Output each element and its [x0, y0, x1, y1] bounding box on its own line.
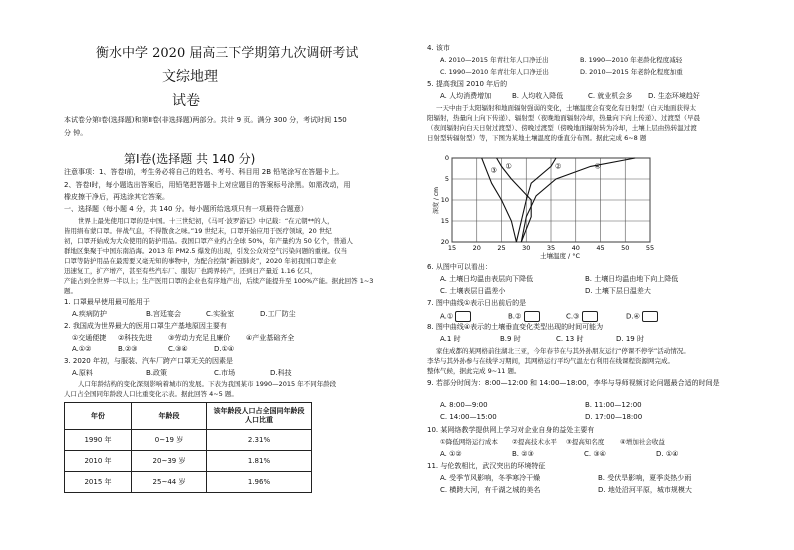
chart-series-label: ③: [490, 166, 497, 175]
q10-option-b[interactable]: B. ②③: [512, 450, 534, 458]
passage1-line: 产能占到全世界一半以上；生产医用口罩的企业也有序地产出，后续产能提升至 100%产能。据此回答 1~3: [64, 277, 374, 285]
q11-option-c[interactable]: C. 横跨大河，有千湖之城的美名: [440, 486, 541, 494]
q9-option-d[interactable]: D. 17:00—18:00: [585, 413, 643, 421]
question-10-stem: 10. 某网络教学提供网上学习对企业自身的益处主要有: [427, 426, 595, 434]
q6-option-b[interactable]: B. 土壤日均温由地下向上降低: [585, 275, 679, 283]
population-table: [64, 402, 312, 493]
chart-grid: [452, 158, 650, 242]
q8-option-a[interactable]: A.1 时: [440, 335, 461, 343]
answer-box[interactable]: [582, 311, 598, 322]
q6-option-a[interactable]: A. 土壤日均温由表层向下降低: [440, 275, 534, 283]
chart-ticks: [441, 154, 654, 252]
q1-option-b[interactable]: B.宫廷宴会: [146, 310, 182, 318]
q2-option-a[interactable]: A.①②: [72, 345, 92, 353]
q2-item: ④产业基础齐全: [246, 334, 295, 342]
q3-option-a[interactable]: A.原料: [72, 369, 93, 377]
q2-item: ③劳动力充足且廉价: [168, 334, 231, 342]
passage2-line: 人口占全国同年龄段人口比重变化示表。据此回答 4~5 题。: [64, 390, 238, 398]
q10-item: ②提高技术水平: [512, 438, 557, 446]
question-6-stem: 6. 从图中可以看出：: [427, 263, 492, 271]
q7-option-a-label: A.①: [440, 312, 454, 321]
chart-series-label: ④: [594, 162, 601, 171]
chart-x-tick-label: 55: [645, 244, 655, 252]
q3-option-d[interactable]: D.科技: [270, 369, 292, 377]
q9-option-b[interactable]: B. 11:00—12:00: [585, 401, 642, 409]
note-line: 注意事项：1、答卷Ⅰ前，考生务必将自己的姓名、考号、科目用 2B 铅笔涂写在答题卡上。: [64, 168, 344, 176]
q6-option-d[interactable]: D. 土壤下层日温差大: [585, 287, 651, 295]
q7-option-b-label: B.②: [508, 312, 522, 321]
question-8-stem: 8. 图中曲线④表示的土壤垂直变化类型出现的时间可能为: [427, 323, 604, 331]
chart-x-tick-label: 50: [621, 244, 630, 252]
q10-option-c[interactable]: C. ③④: [584, 450, 606, 458]
table-cell: 2015 年: [65, 472, 132, 493]
q8-option-b[interactable]: B.9 时: [500, 335, 521, 343]
q1-option-c[interactable]: C.实验室: [206, 310, 235, 318]
exam-title: 衡水中学 2020 届高三下学期第九次调研考试: [96, 46, 359, 61]
q3-option-b[interactable]: B.政策: [146, 369, 168, 377]
chart-x-axis-label: 土壤温度 / °C: [539, 252, 581, 260]
q7-option-a[interactable]: [440, 311, 471, 322]
q2-option-b[interactable]: B.②③: [118, 345, 138, 353]
q10-option-a[interactable]: A. ①②: [440, 450, 462, 458]
q4-option-a[interactable]: A. 2010—2015 年青壮年人口净迁出: [440, 56, 549, 64]
chart-x-tick-label: 30: [522, 244, 531, 252]
question-4-stem: 4. 该市: [427, 44, 450, 52]
q10-option-d[interactable]: D. ①④: [656, 450, 679, 458]
q7-option-d[interactable]: [626, 311, 658, 322]
note-line: 2、答卷Ⅰ时，每小题选出答案后，用铅笔把答题卡上对应题目的答案标号涂黑。如需改动，用: [64, 181, 351, 189]
question-11-stem: 11. 与伦敦相比，武汉突出的环境特征: [427, 462, 546, 470]
passage1-line: 口罩等防护用品在最需要又毫无知的事物中，为配合控制“新冠肺炎”，2020 年初我国口罩企业: [64, 257, 337, 265]
q11-option-d[interactable]: D. 地处沿河平原，城市规模大: [598, 486, 692, 494]
soil-temperature-chart: [430, 150, 660, 260]
q8-option-d[interactable]: D. 19 时: [616, 335, 644, 343]
q5-option-b[interactable]: B. 人均收入降低: [512, 92, 564, 100]
passage4-line: 整体气候，据此完成 9~11 题。: [427, 367, 521, 375]
q7-option-c[interactable]: [566, 311, 598, 322]
chart-y-tick-label: 15: [440, 217, 449, 225]
passage3-line: 一天中由于太阳辐射和地面辐射强弱的变化，土壤温度会有变化有日射型（白天地面获得太: [436, 104, 696, 112]
passage3-line: 阳辐射，热量向上向下传递）、辐射型（夜晚地面辐射冷却，热量向下向上传递）、过渡型（早晨: [427, 114, 700, 122]
table-cell: 1990 年: [65, 430, 132, 451]
question-9-stem: 9. 若部分时间为：8:00—12:00 和 14:00—18:00，李华与导师视频讨论问题最合适的时间是: [427, 379, 720, 387]
table-header: 年份: [65, 403, 132, 430]
q5-option-a[interactable]: A. 人均消费增加: [440, 92, 492, 100]
q2-option-d[interactable]: D.①④: [214, 345, 235, 353]
note-line: 橡皮擦干净后，再选涂其它答案。: [64, 193, 169, 201]
q7-option-b[interactable]: [508, 311, 540, 322]
q5-option-d[interactable]: D. 生态环境趋好: [648, 92, 700, 100]
answer-box[interactable]: [642, 311, 658, 322]
q11-option-b[interactable]: B. 受伏旱影响，夏季炎热少雨: [598, 474, 692, 482]
q11-option-a[interactable]: A. 受季节风影响，冬季寒冷干燥: [440, 474, 541, 482]
note-line: 一、选择题（每小题 4 分，共 140 分。每小题所给选项只有一项最符合题意）: [64, 205, 308, 213]
chart-x-tick-label: 40: [571, 244, 580, 252]
q10-item: ①降低网络运行成本: [440, 438, 498, 446]
chart-x-tick-label: 20: [472, 244, 481, 252]
chart-series-label: ②: [555, 162, 562, 171]
q7-option-d-label: D.④: [626, 312, 640, 321]
q9-option-c[interactable]: C. 14:00—15:00: [440, 413, 497, 421]
table-row: [65, 451, 312, 472]
table-cell: 1.81%: [207, 451, 312, 472]
chart-x-tick-label: 25: [497, 244, 506, 252]
paper-label: 试卷: [172, 93, 200, 109]
q7-option-c-label: C.③: [566, 312, 580, 321]
q4-option-c[interactable]: C. 1990—2010 年青壮年人口净迁出: [440, 68, 549, 76]
question-5-stem: 5. 提高我国 2010 年后的: [427, 80, 508, 88]
chart-y-axis-label: 深度 / cm: [433, 187, 440, 214]
chart-x-tick-label: 45: [596, 244, 605, 252]
table-row: [65, 430, 312, 451]
q4-option-d[interactable]: D. 2010—2015 年老龄化程度加重: [580, 68, 683, 76]
q8-option-c[interactable]: C. 13 时: [556, 335, 584, 343]
q2-item: ①交通便捷: [72, 334, 107, 342]
question-2-stem: 2. 我国成为世界最大的医用口罩生产基地原因主要有: [64, 322, 227, 330]
q3-option-c[interactable]: C.市场: [214, 369, 236, 377]
intro-line-2: 分 钟。: [64, 129, 88, 137]
q4-option-b[interactable]: B. 1990—2010 年老龄化程度减轻: [580, 56, 683, 64]
q5-option-c[interactable]: C. 就业机会多: [588, 92, 633, 100]
table-cell: 2010 年: [65, 451, 132, 472]
passage1-line: 题。: [64, 287, 77, 295]
question-3-stem: 3. 2020 年初，与服装、汽车厂跨产口罩无关的因素是: [64, 357, 233, 365]
answer-box[interactable]: [455, 311, 471, 322]
chart-y-tick-label: 20: [440, 238, 449, 246]
chart-y-tick-label: 0: [444, 154, 449, 162]
table-cell: 1.96%: [207, 472, 312, 493]
table-cell: 25~44 岁: [132, 472, 207, 493]
passage4-line: 李华与其外孙参与在线学习期间，其网格运行平均气温左右利用在线课程资源网完成。: [427, 357, 674, 365]
section-title: 第Ⅰ卷(选择题 共 140 分): [124, 152, 256, 166]
table-row: [65, 472, 312, 493]
passage3-line: 日射型转辐射型）等，下图为某地土壤温度的垂直分布图。据此完成 6~8 题: [427, 134, 647, 142]
passage1-line: 初，口罩开始成为大众使用的防护用品。我国口罩产业约占全球 50%，年产量约为 50 亿个，普通人: [64, 237, 353, 245]
passage1-line: 迅速复工，扩产增产，甚至有些汽车厂、服装厂也跨界转产，还到日产量近 1.16 亿只，: [64, 267, 317, 275]
passage2-line: 人口年龄结构的变化深刻影响着城市的发展。下表为我国某市 1990—2015 年不同年龄段: [78, 380, 337, 388]
q2-option-c[interactable]: C.③④: [168, 345, 188, 353]
table-cell: 20~39 岁: [132, 451, 207, 472]
table-header: 该年龄段人口占全国同年龄段人口比重: [207, 403, 312, 430]
table-header: 年龄段: [132, 403, 207, 430]
question-7-stem: 7. 图中曲线①表示日出前后的是: [427, 299, 527, 307]
chart-x-tick-label: 15: [447, 244, 457, 252]
q10-item: ③提高知名度: [566, 438, 605, 446]
intro-line-1: 本试卷分第Ⅰ卷(选择题)和第Ⅱ卷(非选择题)两部分。共计 9 页。满分 300 分，考试时间 150: [64, 116, 347, 124]
chart-x-tick-label: 35: [546, 244, 556, 252]
chart-y-tick-label: 5: [444, 175, 449, 183]
q1-option-a[interactable]: A.疾病防护: [72, 310, 107, 318]
table-cell: 0~19 岁: [132, 430, 207, 451]
answer-box[interactable]: [524, 311, 540, 322]
q1-option-d[interactable]: D.工厂防尘: [260, 310, 296, 318]
passage1-line: 皆用绢布蒙口罩。伴战气息，不得散食之味。”19 世纪末，口罩开始应用于医疗领域，20 世纪: [64, 227, 332, 235]
chart-y-tick-label: 10: [440, 196, 449, 204]
q6-option-c[interactable]: C. 土壤表层日温差小: [440, 287, 506, 295]
q10-item: ④增加社会收益: [620, 438, 665, 446]
passage1-line: 群地区集聚于中国东南沿海。2013 年 PM2.5 爆发的出现，引发公众对空气污染问题的重视。仅当: [64, 247, 348, 255]
q9-option-a[interactable]: A. 8:00—9:00: [440, 401, 488, 409]
exam-subject: 文综地理: [162, 69, 218, 85]
chart-series-label: ①: [505, 162, 512, 171]
question-1-stem: 1. 口罩最早使用最可能用于: [64, 298, 150, 306]
q2-item: ②科技先进: [118, 334, 153, 342]
passage1-line: 世界上最先使用口罩的是中国。十三世纪初，《马可·波罗游记》中记载：“在元朝**的人，: [78, 217, 334, 225]
table-header-row: [65, 403, 312, 430]
passage4-line: 家住成都的某网格前往湖北三亚，今年春节在与其外孙朋友运行“停课不停学”活动情况。: [436, 347, 690, 355]
passage3-line: （夜间辐射向白天日射过渡型）、傍晚过渡型（傍晚地面辐射转为冷却，土壤上层由热转温过渡: [427, 124, 697, 132]
table-cell: 2.31%: [207, 430, 312, 451]
